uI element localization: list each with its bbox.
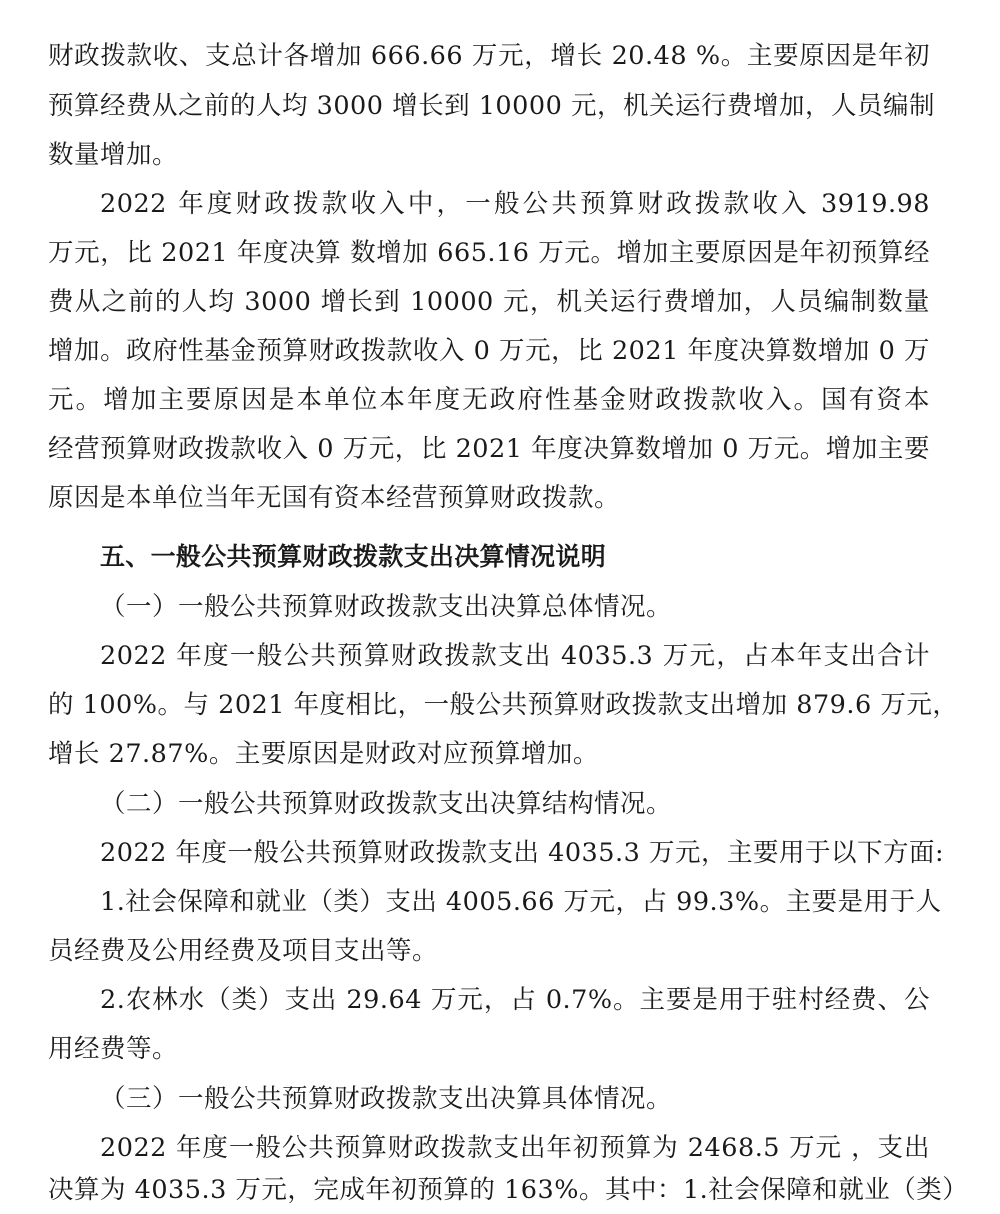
paragraph-line: 经营预算财政拨款收入 0 万元，比 2021 年度决算数增加 0 万元。增加主要 — [48, 434, 930, 464]
paragraph-line: 元。增加主要原因是本单位本年度无政府性基金财政拨款收入。国有资本 — [48, 385, 930, 415]
paragraph-line: 的 100%。与 2021 年度相比，一般公共预算财政拨款支出增加 879.6 万元， — [48, 690, 959, 720]
paragraph-line: 增加。政府性基金预算财政拨款收入 0 万元，比 2021 年度决算数增加 0 万 — [48, 336, 930, 366]
paragraph-line: 2022 年度一般公共预算财政拨款支出 4035.3 万元，占本年支出合计 — [100, 641, 930, 671]
paragraph-line: 原因是本单位当年无国有资本经营预算财政拨款。 — [48, 483, 621, 513]
subsection-heading: （一）一般公共预算财政拨款支出决算总体情况。 — [100, 592, 673, 622]
list-item-line: 用经费等。 — [48, 1034, 179, 1064]
paragraph-line: 决算为 4035.3 万元，完成年初预算的 163%。其中：1.社会保障和就业（类） — [48, 1175, 969, 1205]
list-item-line: 员经费及公用经费及项目支出等。 — [48, 936, 439, 966]
paragraph-line: 增长 27.87%。主要原因是财政对应预算增加。 — [48, 739, 599, 769]
list-item-line: 1.社会保障和就业（类）支出 4005.66 万元，占 99.3%。主要是用于人 — [100, 887, 942, 917]
paragraph-line: 费从之前的人均 3000 增长到 10000 元，机关运行费增加，人员编制数量 — [48, 287, 930, 317]
paragraph-line: 2022 年度一般公共预算财政拨款支出年初预算为 2468.5 万元 ，支出 — [100, 1133, 930, 1163]
paragraph-line: 预算经费从之前的人均 3000 增长到 10000 元，机关运行费增加，人员编制 — [48, 91, 935, 121]
paragraph-line: 2022 年度一般公共预算财政拨款支出 4035.3 万元，主要用于以下方面: — [100, 838, 945, 868]
paragraph-line: 财政拨款收、支总计各增加 666.66 万元，增长 20.48 %。主要原因是年初 — [48, 41, 930, 71]
paragraph-line: 2022 年度财政拨款收入中，一般公共预算财政拨款收入 3919.98 — [100, 189, 930, 219]
list-item-line: 2.农林水（类）支出 29.64 万元，占 0.7%。主要是用于驻村经费、公 — [100, 985, 930, 1015]
paragraph-line: 数量增加。 — [48, 140, 179, 170]
paragraph-line: 万元，比 2021 年度决算 数增加 665.16 万元。增加主要原因是年初预算经 — [48, 238, 930, 268]
subsection-heading: （三）一般公共预算财政拨款支出决算具体情况。 — [100, 1084, 673, 1114]
section-heading: 五、一般公共预算财政拨款支出决算情况说明 — [100, 542, 607, 571]
subsection-heading: （二）一般公共预算财政拨款支出决算结构情况。 — [100, 789, 673, 819]
